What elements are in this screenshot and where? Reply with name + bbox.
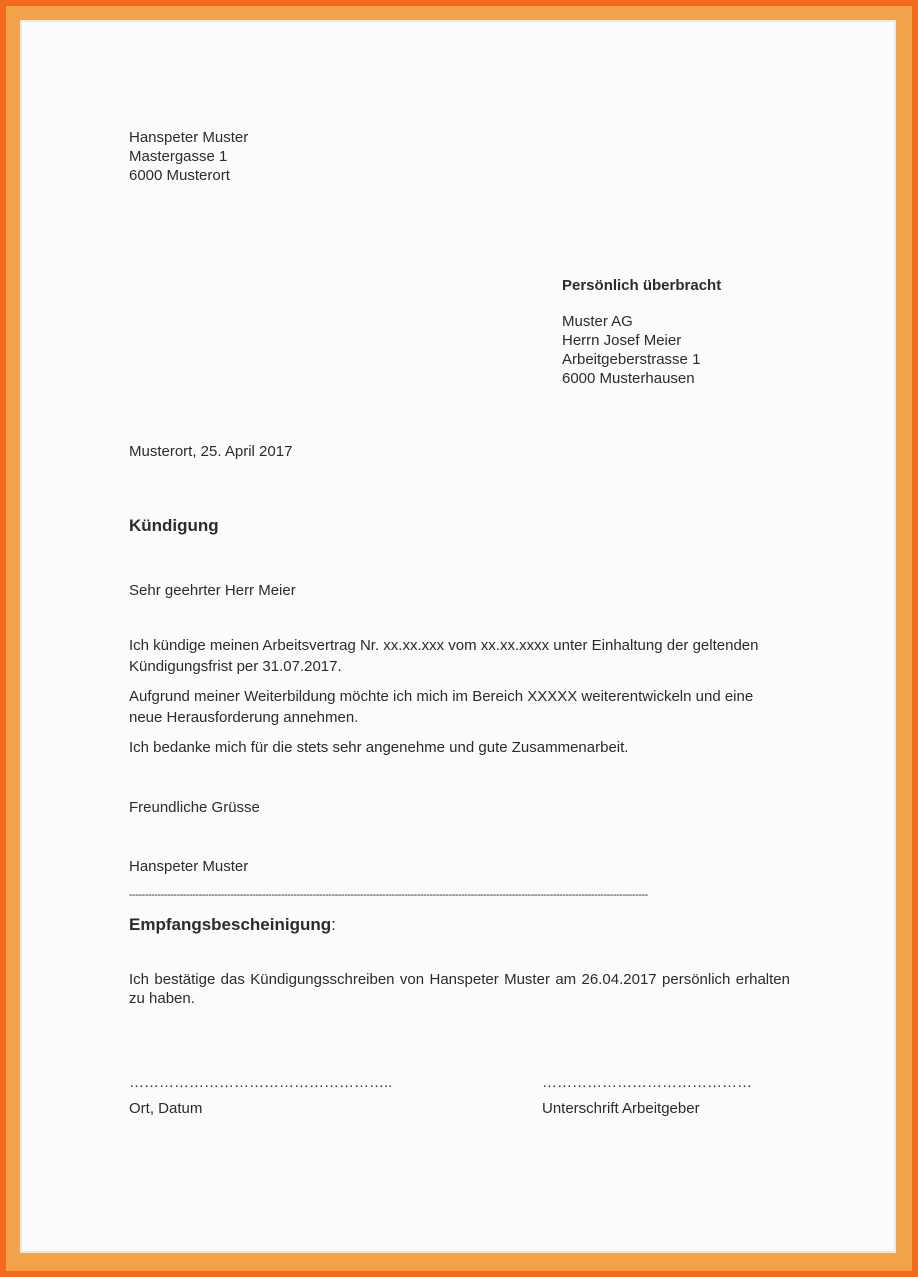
recipient-person: Herrn Josef Meier [562, 332, 682, 349]
body-paragraph-2 [129, 686, 790, 728]
body-paragraph-1-line-1: Ich kündige meinen Arbeitsvertrag Nr. xx.xx.xxx vom xx.xx.xxxx unter Einhaltung der geltenden [129, 637, 759, 654]
closing: Freundliche Grüsse [129, 799, 260, 816]
place-date: Musterort, 25. April 2017 [129, 443, 293, 460]
sender-street: Mastergasse 1 [129, 148, 228, 165]
sender-name: Hanspeter Muster [129, 129, 249, 146]
salutation: Sehr geehrter Herr Meier [129, 582, 296, 599]
subject-heading: Kündigung [129, 516, 219, 535]
delivery-note: Persönlich überbracht [562, 277, 722, 294]
recipient-address [562, 312, 700, 388]
employer-signature-label: Unterschrift Arbeitgeber [542, 1100, 700, 1117]
recipient-company: Muster AG [562, 313, 633, 330]
place-date-line: …………………………………………….. [129, 1074, 393, 1091]
body-paragraph-3: Ich bedanke mich für die stets sehr angenehme und gute Zusammenarbeit. [129, 739, 629, 756]
receipt-text: Ich bestätige das Kündigungsschreiben von Hanspeter Muster am 26.04.2017 persönlich erhalten zu haben. [129, 971, 790, 1007]
employer-signature-line: …………………………………… [542, 1074, 752, 1091]
receipt-title [129, 915, 336, 934]
signature-name: Hanspeter Muster [129, 858, 249, 875]
place-date-label: Ort, Datum [129, 1100, 203, 1117]
sender-city: 6000 Musterort [129, 167, 230, 184]
separator-line: -------------------------------------------------------------------------------------------------------------------------------------------------------------------- [129, 889, 648, 901]
body-paragraph-2-line-1: Aufgrund meiner Weiterbildung möchte ich mich im Bereich XXXXX weiterentwickeln und eine [129, 688, 754, 705]
recipient-street: Arbeitgeberstrasse 1 [562, 351, 701, 368]
receipt-title-colon: : [331, 915, 336, 934]
receipt-title-text: Empfangsbescheinigung [129, 915, 332, 934]
body-paragraph-1-line-2: Kündigungsfrist per 31.07.2017. [129, 658, 342, 675]
body-paragraph-2-line-2: neue Herausforderung annehmen. [129, 709, 359, 726]
body-paragraph-1 [129, 635, 790, 677]
sender-address [129, 128, 248, 185]
recipient-city: 6000 Musterhausen [562, 370, 695, 387]
